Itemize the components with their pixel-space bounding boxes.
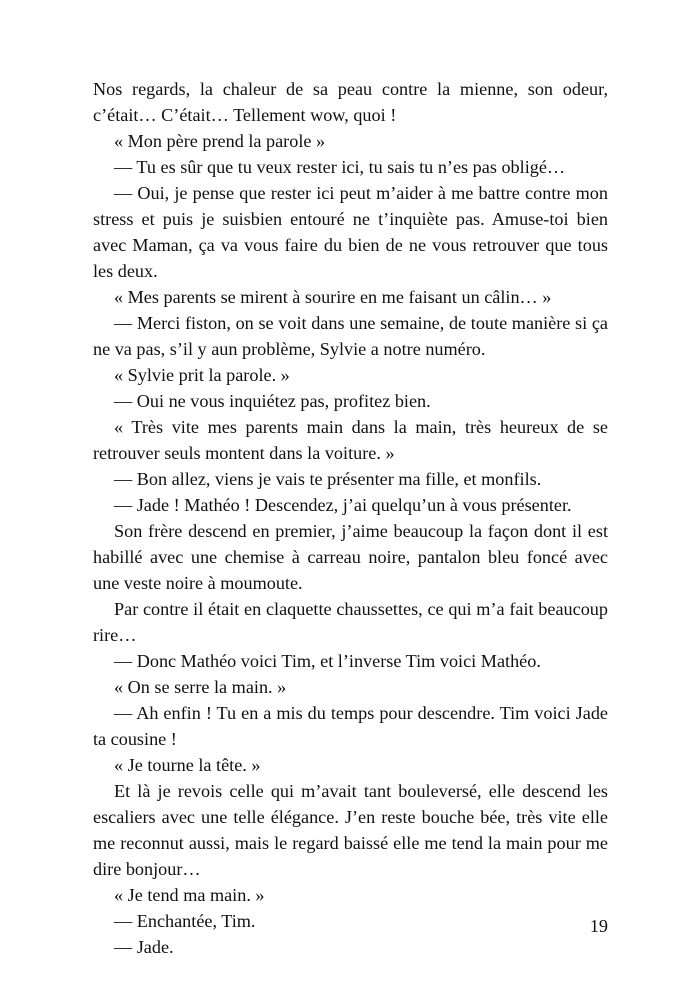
paragraph: — Jade ! Mathéo ! Descendez, j’ai quelqu’un à vous présenter. <box>114 495 572 515</box>
paragraph: « On se serre la main. » <box>114 677 287 697</box>
paragraph: — Merci fiston, on se voit dans une semaine, de toute manière si ça ne va pas, s’il y aun problème, Sylvie a notre numéro. <box>93 313 608 359</box>
paragraph: — Ah enfin ! Tu en a mis du temps pour descendre. Tim voici Jade ta cousine ! <box>93 703 608 749</box>
paragraph: « Très vite mes parents main dans la main, très heureux de se retrouver seuls montent dans la voiture. » <box>93 417 608 463</box>
paragraph: Et là je revois celle qui m’avait tant bouleversé, elle descend les escaliers avec une telle élégance. J’en reste bouche bée, très vite elle me reconnut aussi, mais le regard baissé elle me tend la main pour me dire bonjour… <box>93 781 608 879</box>
paragraph: — Tu es sûr que tu veux rester ici, tu sais tu n’es pas obligé… <box>114 157 566 177</box>
paragraph: « Mes parents se mirent à sourire en me faisant un câlin… » <box>114 287 552 307</box>
body-text <box>93 76 608 960</box>
paragraph: « Je tourne la tête. » <box>114 755 261 775</box>
paragraph: « Sylvie prit la parole. » <box>114 365 290 385</box>
paragraph: — Jade. <box>114 937 174 957</box>
paragraph: — Oui ne vous inquiétez pas, profitez bien. <box>114 391 431 411</box>
paragraph: « Je tend ma main. » <box>114 885 265 905</box>
paragraph: Son frère descend en premier, j’aime beaucoup la façon dont il est habillé avec une chemise à carreau noire, pantalon bleu foncé avec une veste noire à moumoute. <box>93 521 608 593</box>
paragraph: Par contre il était en claquette chaussettes, ce qui m’a fait beaucoup rire… <box>93 599 608 645</box>
paragraph: — Oui, je pense que rester ici peut m’aider à me battre contre mon stress et puis je suisbien entouré ne t’inquiète pas. Amuse-toi bien avec Maman, ça va vous faire du bien de ne vous retrouver que tous les deux. <box>93 183 608 281</box>
paragraph: — Bon allez, viens je vais te présenter ma fille, et monfils. <box>114 469 542 489</box>
paragraph: — Enchantée, Tim. <box>114 911 256 931</box>
paragraph: — Donc Mathéo voici Tim, et l’inverse Tim voici Mathéo. <box>114 651 541 671</box>
paragraph: Nos regards, la chaleur de sa peau contre la mienne, son odeur, c’était… C’était… Tellement wow, quoi ! <box>93 79 608 125</box>
paragraph: « Mon père prend la parole » <box>114 131 326 151</box>
page-number: 19 <box>589 916 608 936</box>
